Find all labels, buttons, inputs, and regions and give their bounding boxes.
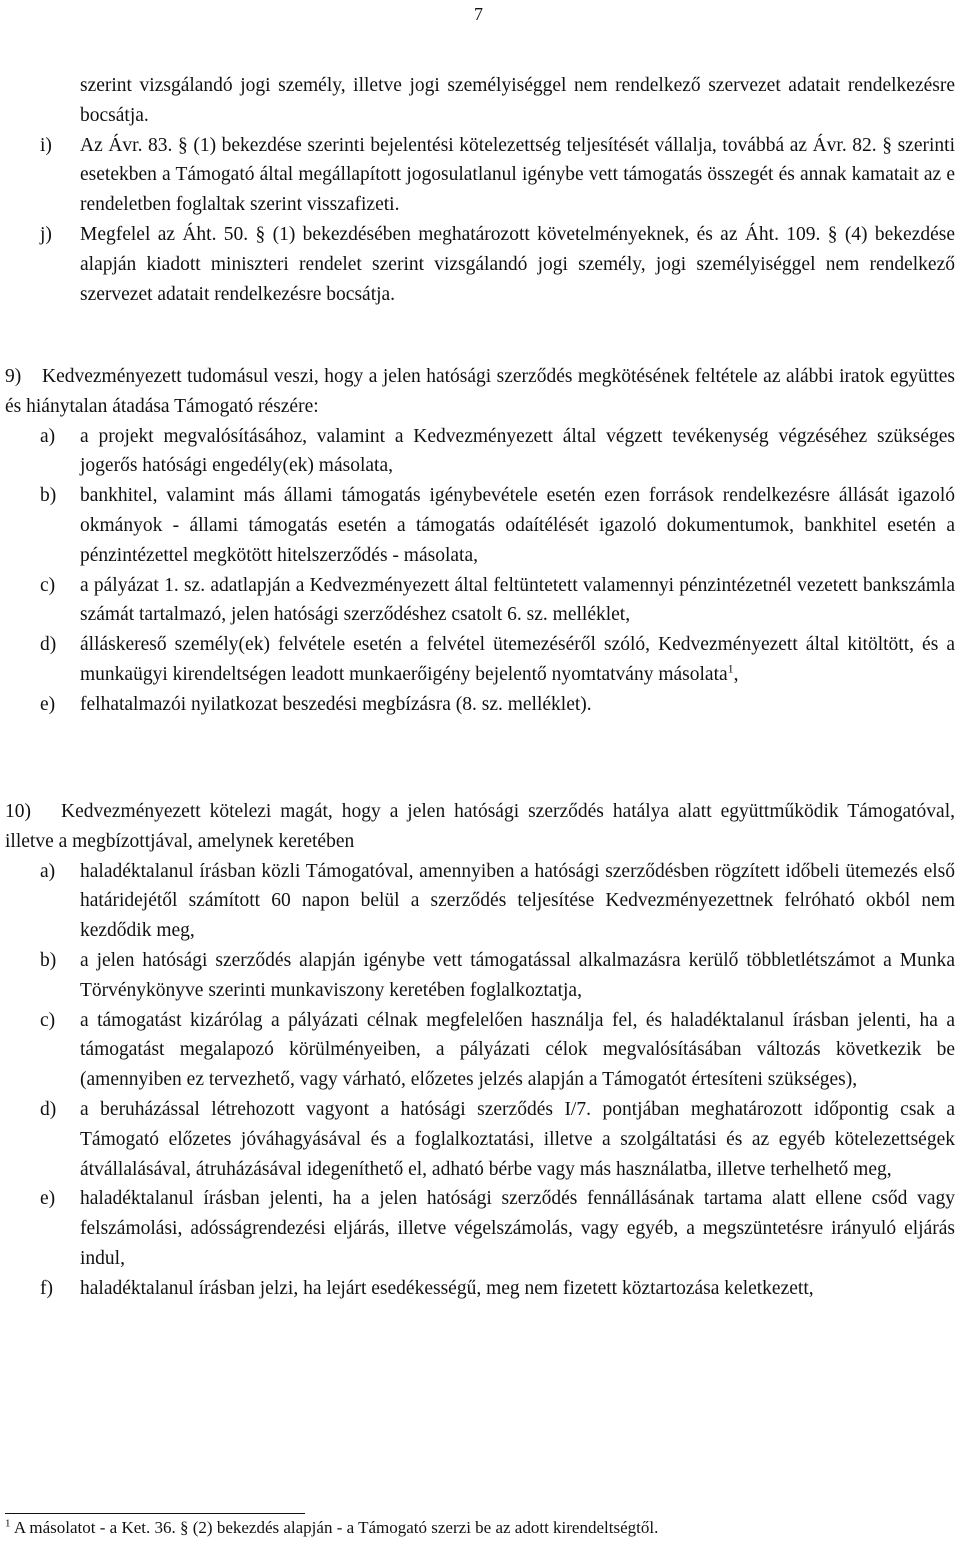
item-text: Megfelel az Áht. 50. § (1) bekezdésében meghatározott követelményeknek, és az Áht. 109. § (4) bekezdése alapján kiadott miniszteri rendelet szerint vizsgálandó jogi személy, jogi személyiséggel nem rendelkező szervezet adatait rendelkezésre bocsátja. [80,223,955,305]
list-item-9a [40,422,955,482]
point-text-wrapper [5,362,955,422]
section-point-10 [0,797,960,1304]
point-9-heading [5,362,955,422]
item-text: a támogatást kizárólag a pályázati célnak megfelelően használja fel, és haladéktalanul írásban jelenti, ha a támogatást megalapozó körülményeiben, a pályázati célok megvalósításában változás következik be (amennyiben ez tervezhető, vagy várható, előzetes jelzés alapján a Támogatót értesíteni szükséges), [80,1009,955,1091]
list-item-j [40,220,955,309]
list-item-10f [40,1274,955,1304]
point-label: 10) [5,801,31,822]
list-item-10d [40,1095,955,1184]
list-item-10b [40,946,955,1006]
point-text: Kedvezményezett kötelezi magát, hogy a jelen hatósági szerződés hatálya alatt együttműködik Támogatóval, illetve a megbízottjával, amelynek keretében [5,801,955,852]
item-label: b) [40,949,57,971]
list-item-9b [40,481,955,570]
list-item-9d [40,630,955,690]
page-number: 7 [474,4,483,24]
list-item-9e [40,690,955,720]
item-label: j) [40,223,52,245]
footnote-separator [5,1513,305,1514]
list-item-i [40,131,955,220]
section-point-9 [0,362,960,720]
footnote-number: 1 [5,1517,11,1530]
item-label: a) [40,425,56,447]
point-10-heading [5,797,955,857]
item-text: a pályázat 1. sz. adatlapján a Kedvezményezett által feltüntetett valamennyi pénzintézetnél vezetett bankszámla számát tartalmazó, jelen hatósági szerződéshez csatolt 6. sz. melléklet, [80,574,955,626]
footnote-reference[interactable]: 1 [727,661,734,676]
item-text: álláskereső személy(ek) felvétele esetén a felvétel ütemezéséről szóló, Kedvezményezett által kitöltött, és a munkaügyi kirendeltségen leadott munkaerőigény bejelentő nyomtatvány másolata [80,634,955,685]
item-label: b) [40,485,57,507]
continuation-section [0,71,960,309]
item-label: d) [40,634,57,656]
point-text-wrapper [5,797,955,857]
item-text: haladéktalanul írásban jelzi, ha lejárt esedékességű, meg nem fizetett köztartozása keletkezett, [80,1277,814,1299]
list-item-10e [40,1184,955,1273]
item-text-wrapper [40,630,955,690]
item-label: a) [40,860,56,882]
continuation-text: szerint vizsgálandó jogi személy, illetve jogi személyiséggel nem rendelkező szervezet adatait rendelkezésre bocsátja. [80,75,955,126]
footnote-text: A másolatot - a Ket. 36. § (2) bekezdés alapján - a Támogató szerzi be az adott kirendeltségtől. [13,1518,659,1537]
item-label: c) [40,574,56,596]
list-item-10a [40,857,955,946]
point-text: Kedvezményezett tudomásul veszi, hogy a jelen hatósági szerződés megkötésének feltétele az alábbi iratok együttes és hiánytalan átadása Támogató részére: [5,366,955,417]
item-text: haladéktalanul írásban jelenti, ha a jelen hatósági szerződés fennállásának tartama alatt ellene csőd vagy felszámolási, adósságrendezési eljárás, illetve végelszámolás, vagy egyéb, a megszüntetésre irányuló eljárás indul, [80,1188,955,1269]
list-item-9c [40,571,955,631]
item-text-tail: , [733,663,739,685]
point-label: 9) [5,366,22,387]
list-item-10c [40,1006,955,1095]
item-label: f) [40,1277,53,1299]
item-label: c) [40,1009,56,1031]
footnote [5,1517,955,1539]
item-text: haladéktalanul írásban közli Támogatóval, amennyiben a hatósági szerződésben rögzített időbeli ütemezés első határidejétől számított 60 napon belül a szerződés teljesítése Kedvezményezettnek felróható okból nem kezdődik meg, [80,860,955,942]
item-text: felhatalmazói nyilatkozat beszedési megbízásra (8. sz. melléklet). [80,693,592,715]
item-text: Az Ávr. 83. § (1) bekezdése szerinti bejelentési kötelezettség teljesítését vállalja, továbbá az Ávr. 82. § szerinti esetekben a Támogató által megállapított jogosulatlanul igénybe vett támogatás összegét és annak kamatait az e rendeletben foglaltak szerint visszafizeti. [80,134,955,216]
item-text: a jelen hatósági szerződés alapján igénybe vett támogatással alkalmazásra kerülő többletlétszámot a Munka Törvénykönyve szerinti munkaviszony keretében foglalkoztatja, [80,949,955,1001]
item-label: e) [40,1188,56,1210]
item-text: a beruházással létrehozott vagyont a hatósági szerződés I/7. pontjában meghatározott időpontig csak a Támogató előzetes jóváhagyásával és a foglalkoztatási, illetve a szolgáltatási és az egyéb kötelezettségek átvállalásával, átruházásával idegeníthető el, adható bérbe vagy más használatba, illetve terhelhető meg, [80,1098,955,1180]
item-text: bankhitel, valamint más állami támogatás igénybevétele esetén ezen források rendelkezésre állását igazoló okmányok - állami támogatás esetén a támogatás odaítélését igazoló dokumentumok, bankhitel esetén a pénzintézettel megkötött hitelszerződés - másolata, [80,485,955,566]
item-label: i) [40,134,52,156]
item-label: e) [40,693,56,715]
item-label: d) [40,1098,57,1120]
item-text: a projekt megvalósításához, valamint a Kedvezményezett által végzett tevékenység végzéséhez szükséges jogerős hatósági engedély(ek) másolata, [80,425,955,477]
